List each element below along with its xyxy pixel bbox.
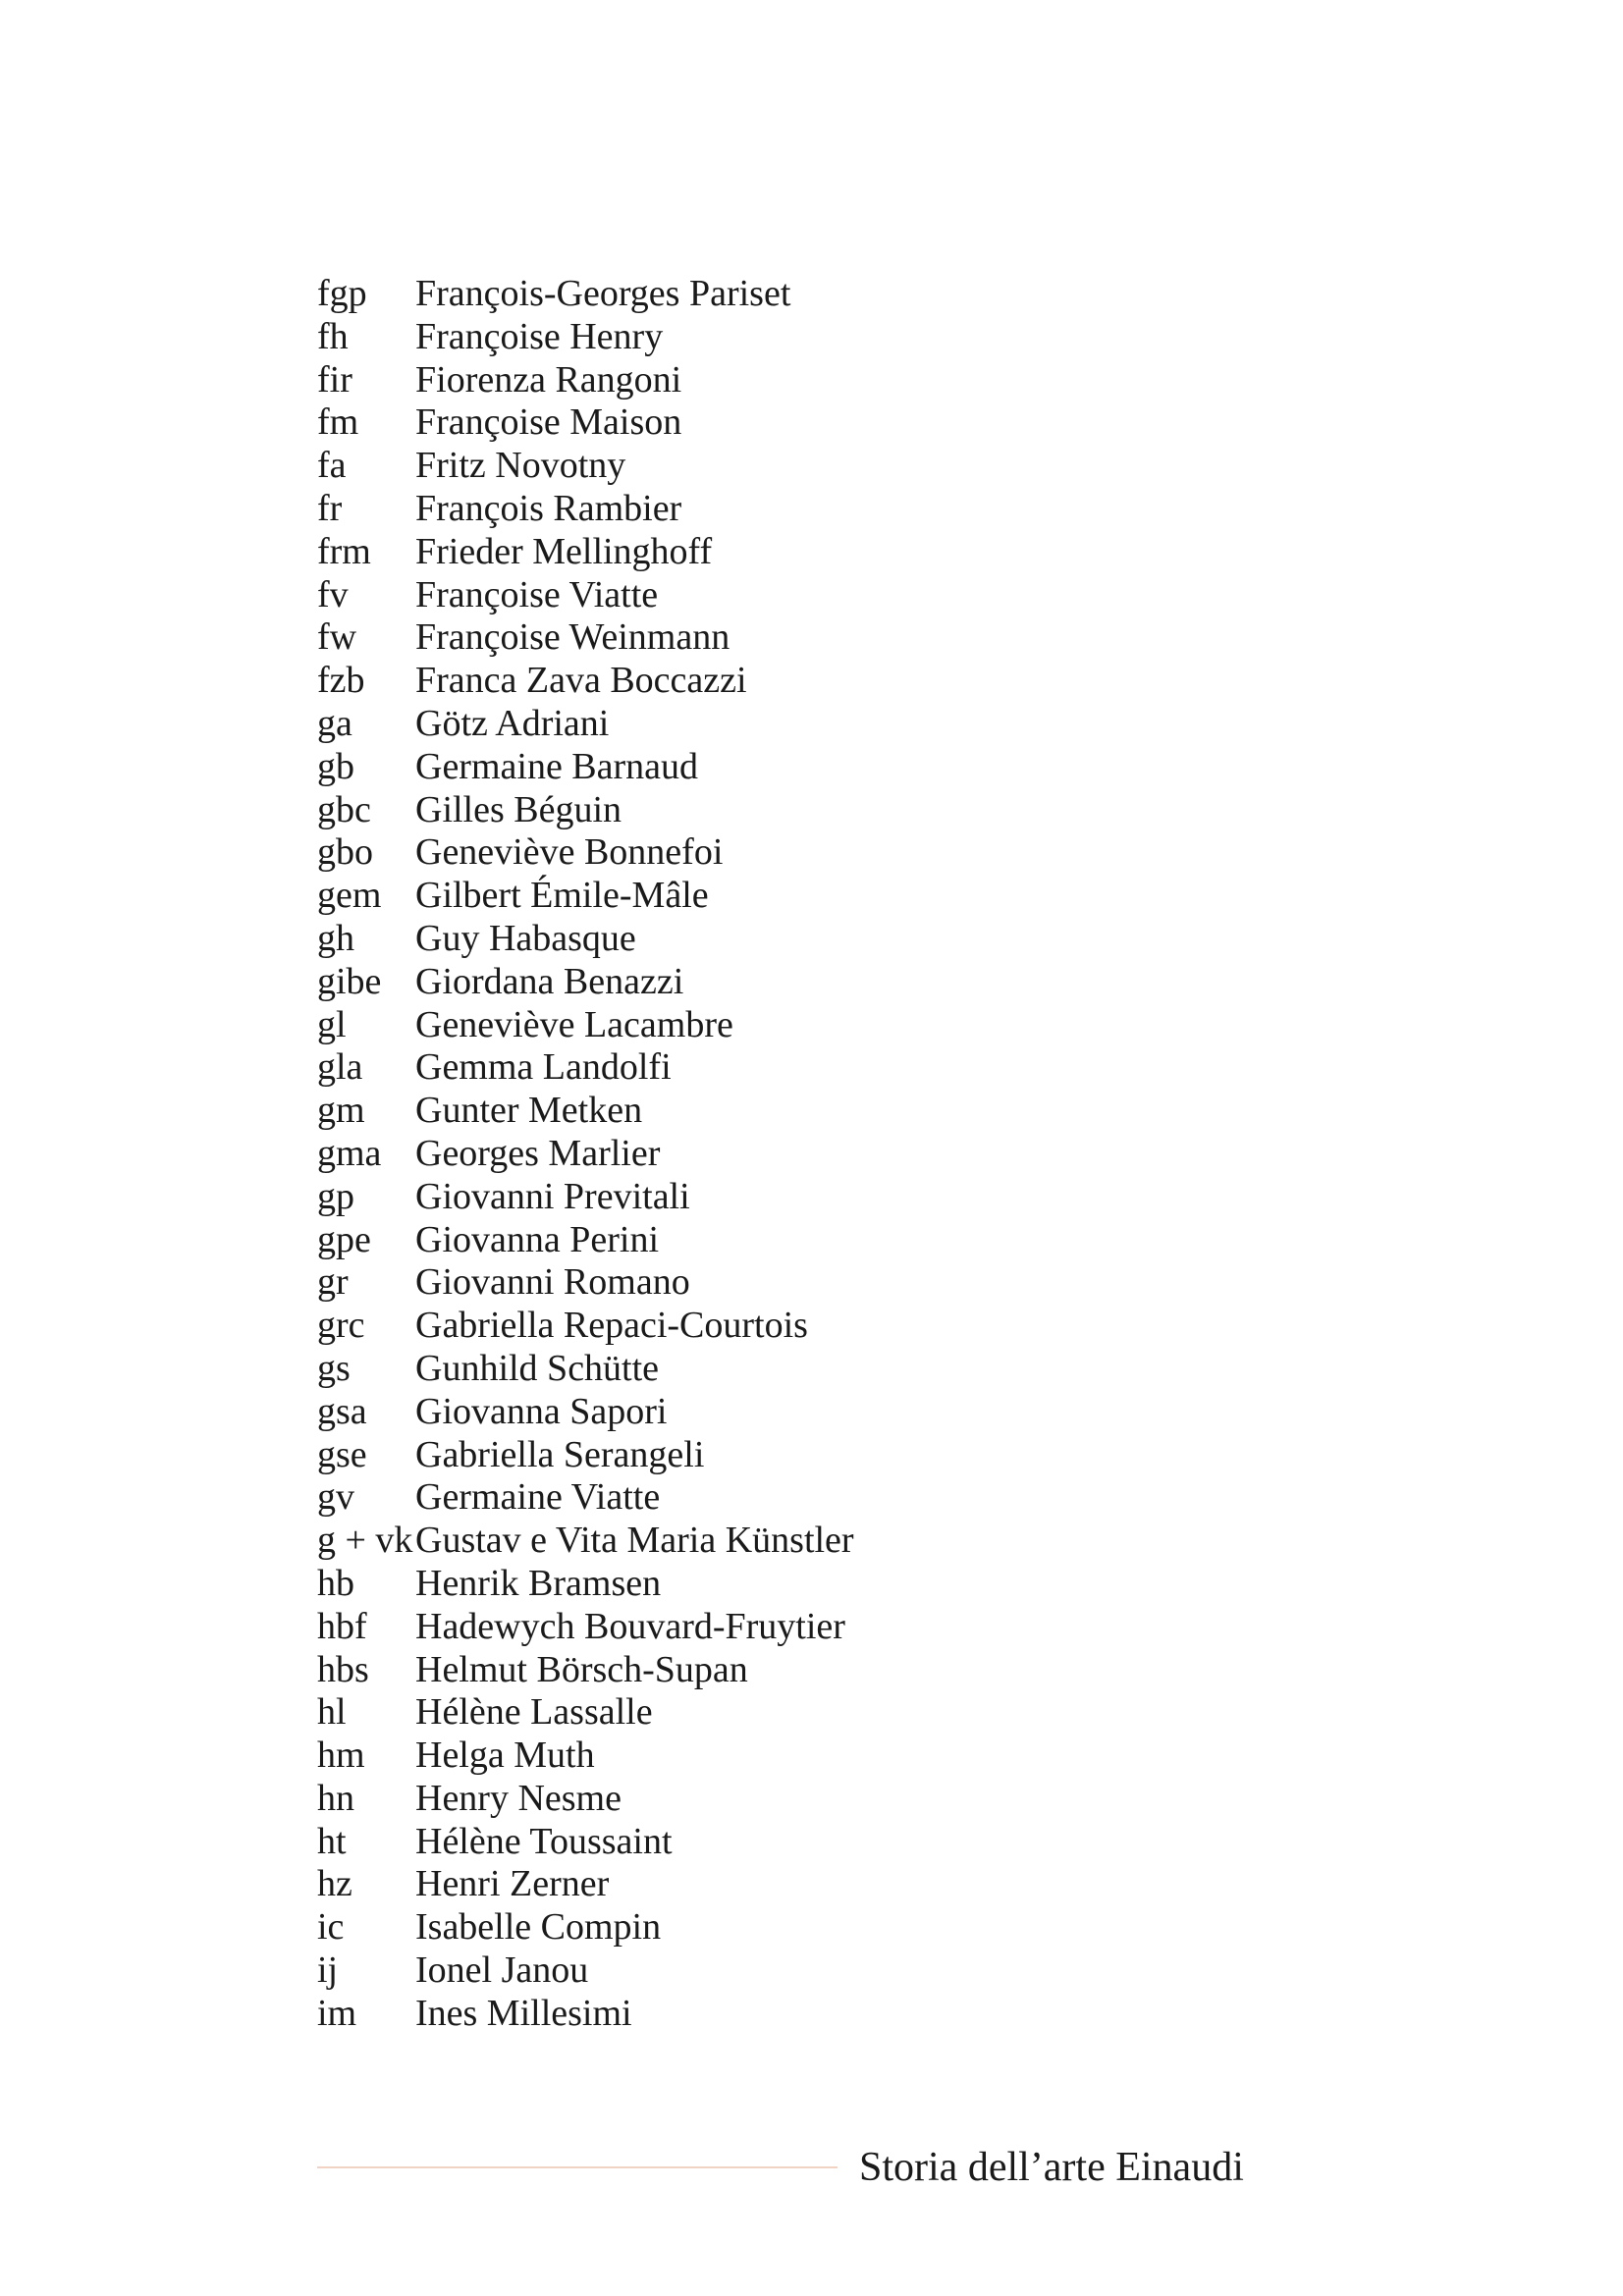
list-item (317, 1004, 854, 1047)
list-item (317, 1176, 854, 1219)
entry-full-name: Fiorenza Rangoni (415, 358, 682, 400)
entry-abbreviation: gp (317, 1175, 354, 1217)
entry-full-name: Isabelle Compin (415, 1906, 662, 1949)
list-item (317, 1649, 854, 1692)
list-item (317, 1949, 854, 1993)
entry-abbreviation: ht (317, 1820, 347, 1862)
entry-abbreviation: gs (317, 1347, 351, 1389)
entry-abbreviation: gla (317, 1046, 363, 1089)
entry-full-name: Françoise Maison (415, 401, 682, 444)
entry-full-name: Ionel Janou (415, 1949, 589, 1992)
list-item (317, 359, 854, 402)
entry-abbreviation: hl (317, 1691, 347, 1734)
list-item (317, 616, 854, 660)
list-item (317, 1261, 854, 1305)
list-item (317, 1434, 854, 1477)
entry-full-name: Fritz Novotny (415, 445, 626, 487)
list-item (317, 1821, 854, 1864)
entry-abbreviation: ij (317, 1949, 339, 1992)
entry-abbreviation: hz (317, 1863, 352, 1905)
entry-full-name: Henry Nesme (415, 1777, 622, 1819)
entry-full-name: Helga Muth (415, 1735, 595, 1777)
entry-full-name: Giovanna Sapori (415, 1390, 668, 1432)
page-footer (317, 2138, 1274, 2197)
entry-full-name: Franca Zava Boccazzi (415, 660, 747, 702)
entry-abbreviation: g + vk (317, 1520, 413, 1562)
entry-full-name: Germaine Viatte (415, 1476, 661, 1519)
entry-full-name: Gunhild Schütte (415, 1347, 660, 1389)
entry-full-name: Gemma Landolfi (415, 1046, 672, 1089)
entry-full-name: Geneviève Lacambre (415, 1003, 733, 1045)
entry-abbreviation: gibe (317, 960, 382, 1002)
entry-abbreviation: fh (317, 315, 349, 357)
entry-abbreviation: gpe (317, 1218, 371, 1260)
list-item (317, 875, 854, 918)
entry-abbreviation: fm (317, 401, 359, 444)
list-item (317, 1563, 854, 1606)
entry-abbreviation: gsa (317, 1390, 367, 1432)
entry-full-name: Françoise Viatte (415, 573, 659, 615)
entry-abbreviation: gm (317, 1090, 365, 1132)
entry-full-name: Georges Marlier (415, 1132, 661, 1174)
list-item (317, 1305, 854, 1348)
entry-full-name: Henri Zerner (415, 1863, 610, 1905)
list-item (317, 1520, 854, 1563)
list-item (317, 961, 854, 1004)
entry-full-name: Gustav e Vita Maria Künstler (415, 1520, 854, 1562)
entry-full-name: Germaine Barnaud (415, 745, 699, 787)
entry-abbreviation: fv (317, 573, 349, 615)
list-item (317, 316, 854, 359)
entry-abbreviation: hbf (317, 1605, 367, 1647)
entry-full-name: Gabriella Repaci-Courtois (415, 1305, 808, 1347)
entry-abbreviation: gem (317, 875, 382, 917)
entry-full-name: Hélène Lassalle (415, 1691, 653, 1734)
entry-abbreviation: gbc (317, 788, 371, 830)
entry-full-name: Ines Millesimi (415, 1992, 632, 2034)
list-item (317, 1348, 854, 1391)
list-item (317, 831, 854, 875)
footer-title: Storia dell’arte Einaudi (859, 2145, 1244, 2190)
entry-full-name: Helmut Börsch-Supan (415, 1648, 748, 1690)
entry-full-name: Frieder Mellinghoff (415, 530, 713, 572)
list-item (317, 1735, 854, 1778)
entry-full-name: Hadewych Bouvard-Fruytier (415, 1605, 845, 1647)
entry-abbreviation: hbs (317, 1648, 369, 1690)
entry-full-name: Hélène Toussaint (415, 1820, 673, 1862)
entry-full-name: Geneviève Bonnefoi (415, 831, 724, 874)
list-item (317, 1778, 854, 1821)
entry-abbreviation: fa (317, 445, 347, 487)
list-item (317, 660, 854, 703)
entry-abbreviation: gse (317, 1433, 367, 1475)
list-item (317, 574, 854, 617)
entry-abbreviation: im (317, 1992, 357, 2034)
entry-full-name: Françoise Weinmann (415, 616, 730, 659)
list-item (317, 1691, 854, 1735)
entry-full-name: Götz Adriani (415, 702, 610, 744)
entry-full-name: Giovanni Previtali (415, 1175, 690, 1217)
entry-abbreviation: fir (317, 358, 352, 400)
list-item (317, 1391, 854, 1434)
entry-abbreviation: hm (317, 1735, 365, 1777)
entry-abbreviation: hn (317, 1777, 354, 1819)
entry-abbreviation: fzb (317, 660, 365, 702)
entry-abbreviation: gbo (317, 831, 373, 874)
list-item (317, 746, 854, 789)
entry-abbreviation: fr (317, 487, 343, 529)
list-item (317, 789, 854, 832)
contributor-abbreviation-list (317, 273, 854, 2036)
list-item (317, 1993, 854, 2036)
entry-abbreviation: gl (317, 1003, 347, 1045)
entry-full-name: Guy Habasque (415, 917, 636, 959)
entry-abbreviation: gh (317, 917, 354, 959)
entry-full-name: Giovanna Perini (415, 1218, 660, 1260)
list-item (317, 1133, 854, 1176)
entry-abbreviation: hb (317, 1562, 354, 1604)
entry-abbreviation: gma (317, 1132, 382, 1174)
entry-abbreviation: gr (317, 1261, 349, 1304)
entry-full-name: Giovanni Romano (415, 1261, 690, 1304)
entry-full-name: François Rambier (415, 487, 682, 529)
entry-full-name: Giordana Benazzi (415, 960, 684, 1002)
list-item (317, 488, 854, 531)
list-item (317, 531, 854, 574)
entry-abbreviation: fgp (317, 273, 367, 314)
footer-rule (317, 2166, 838, 2168)
entry-abbreviation: ga (317, 702, 352, 744)
entry-full-name: Gabriella Serangeli (415, 1433, 705, 1475)
list-item (317, 273, 854, 316)
list-item (317, 445, 854, 488)
list-item (317, 703, 854, 746)
list-item (317, 918, 854, 961)
entry-full-name: Gunter Metken (415, 1090, 643, 1132)
list-item (317, 1906, 854, 1949)
entry-abbreviation: gb (317, 745, 354, 787)
entry-full-name: Henrik Bramsen (415, 1562, 662, 1604)
list-item (317, 1219, 854, 1262)
entry-full-name: François-Georges Pariset (415, 273, 791, 314)
entry-full-name: Gilles Béguin (415, 788, 622, 830)
entry-abbreviation: gv (317, 1476, 354, 1519)
entry-abbreviation: ic (317, 1906, 345, 1949)
entry-abbreviation: grc (317, 1305, 365, 1347)
entry-full-name: Françoise Henry (415, 315, 664, 357)
list-item (317, 1090, 854, 1133)
list-item (317, 1863, 854, 1906)
entry-abbreviation: frm (317, 530, 371, 572)
entry-abbreviation: fw (317, 616, 357, 659)
entry-full-name: Gilbert Émile-Mâle (415, 875, 709, 917)
list-item (317, 1476, 854, 1520)
list-item (317, 401, 854, 445)
list-item (317, 1606, 854, 1649)
list-item (317, 1046, 854, 1090)
